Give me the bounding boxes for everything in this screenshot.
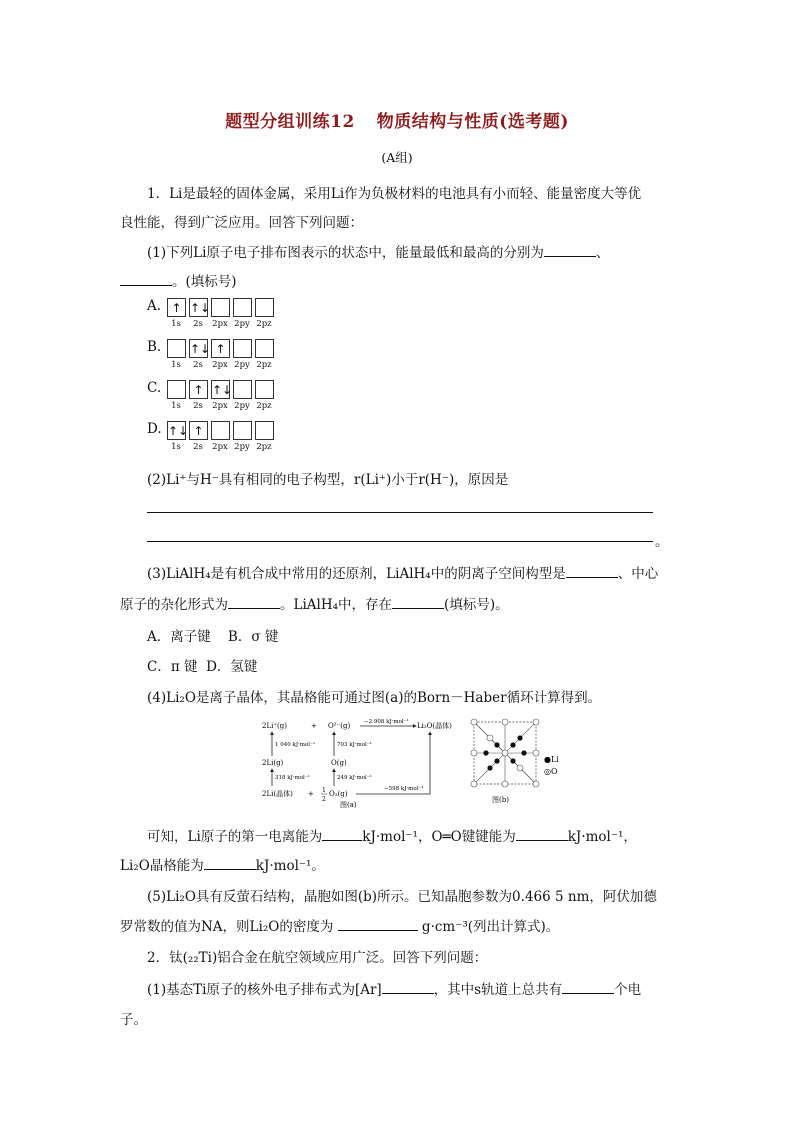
q1-part2: (2)Li⁺与H⁻具有相同的电子构型，r(Li⁺)小于r(H⁻)，原因是 xyxy=(147,472,509,488)
option-b: B．σ 键 xyxy=(227,629,279,645)
orbital-label: 2py xyxy=(234,442,250,452)
orbital-label: 2pz xyxy=(256,401,272,411)
q1-part3-text: (3)LiAlH₄是有机合成中常用的还原剂，LiAlH₄中的阴离子空间构型是 xyxy=(147,566,566,582)
orbital-box: ↑ xyxy=(167,298,186,317)
q1-part3-line1 xyxy=(147,562,658,582)
orbital-label: 2pz xyxy=(256,360,272,370)
orbital-label: 2s xyxy=(193,442,203,452)
orbital-label: 2pz xyxy=(256,319,272,329)
answer-text3: kJ·mol⁻¹， xyxy=(567,829,637,845)
answer-text8: (1)基态Ti原子的核外电子排布式为[Ar] xyxy=(147,982,382,998)
orbital-box: ↑ xyxy=(189,380,208,399)
orbital-label: 2px xyxy=(212,360,228,370)
q1-part5-line1: (5)Li₂O具有反萤石结构，晶胞如图(b)所示。已知晶胞参数为0.466 5 nm，阿伏加德 xyxy=(147,889,657,905)
orbital-label: 2py xyxy=(234,319,250,329)
answer-line xyxy=(147,541,653,542)
q1-part1-line1 xyxy=(147,241,609,261)
orbital-label: 2s xyxy=(193,401,203,411)
option-d: D．氢键 xyxy=(206,659,258,675)
answer-blank xyxy=(338,918,418,931)
answer-blank xyxy=(204,857,256,870)
fraction-denominator: 2 xyxy=(322,796,326,803)
legend-o: ◎O xyxy=(544,767,558,776)
orbital-label: 2s xyxy=(193,319,203,329)
answer-blank xyxy=(566,565,618,578)
orbital-box xyxy=(233,339,252,358)
answer-blank xyxy=(516,828,568,841)
label-sublimation: 318 kJ·mol⁻¹ xyxy=(275,775,310,781)
q1-part3-line2 xyxy=(120,593,509,613)
label-o2-g: O₂(g) xyxy=(329,790,348,798)
q1-part3-text2: 、中心 xyxy=(617,566,659,582)
answer-text9: ，其中s轨道上总共有 xyxy=(433,982,563,998)
figure-b-caption: 图(b) xyxy=(492,796,509,804)
plus-sign-2: + xyxy=(308,790,314,798)
orbital-box: ↑ xyxy=(211,339,230,358)
answer-blank xyxy=(228,596,280,609)
label-electron-affinity: 703 kJ·mol⁻¹ xyxy=(337,742,372,748)
label-2li-g: 2Li(g) xyxy=(262,759,284,767)
option-letter: C. xyxy=(147,380,162,396)
orbital-box: ↑↓ xyxy=(189,298,208,317)
orbital-label: 2pz xyxy=(256,442,272,452)
period: 。 xyxy=(655,534,669,550)
orbital-box xyxy=(255,298,274,317)
label-2li-crystal: 2Li(晶体) xyxy=(262,790,293,798)
orbital-box xyxy=(255,380,274,399)
label-o-g: O(g) xyxy=(331,759,347,767)
orbital-box xyxy=(233,380,252,399)
label-ionization: 1 040 kJ·mol⁻¹ xyxy=(275,742,316,748)
q1-part3-text4: 。LiAlH₄中，存在 xyxy=(280,597,393,613)
title-part1: 题型分组训练12 xyxy=(225,112,355,132)
option-letter: B. xyxy=(147,339,162,355)
orbital-box xyxy=(211,298,230,317)
answer-blank xyxy=(562,981,614,994)
q2-intro: 2．钛(₂₂Ti)铝合金在航空领域应用广泛。回答下列问题： xyxy=(147,950,488,966)
q2-part1-line1 xyxy=(147,978,641,998)
q1-part3-text5: (填标号)。 xyxy=(444,597,509,613)
label-o2-minus-g: O²⁻(g) xyxy=(328,722,351,730)
answer-blank xyxy=(544,244,596,257)
option-c: C．π 键 xyxy=(147,659,198,675)
answer-text6: 罗常数的值为NA，则Li₂O的密度为 xyxy=(120,919,334,935)
title-part2: 物质结构与性质(选考题) xyxy=(376,112,569,132)
label-lattice-energy: −2 908 kJ·mol⁻¹ xyxy=(364,719,409,725)
orbital-box: ↑ xyxy=(189,421,208,440)
orbital-box: ↑↓ xyxy=(211,380,230,399)
q1-part3-options2 xyxy=(147,655,257,675)
fraction-numerator: 1 xyxy=(322,787,326,794)
orbital-label: 2px xyxy=(212,401,228,411)
label-dissociation: 249 kJ·mol⁻¹ xyxy=(337,775,372,781)
page-title xyxy=(0,107,794,132)
answer-blank xyxy=(322,828,362,841)
q1-part4-answer-line1 xyxy=(147,825,637,845)
answer-blank xyxy=(120,273,172,286)
legend-li: ●Li xyxy=(544,755,559,764)
answer-blank xyxy=(382,981,434,994)
answer-text5: kJ·mol⁻¹。 xyxy=(255,858,325,874)
orbital-box: ↑↓ xyxy=(189,339,208,358)
orbital-label: 2px xyxy=(212,319,228,329)
group-label: (A组) xyxy=(381,150,413,165)
label-li2o-crystal: Li₂O(晶体) xyxy=(417,722,452,730)
answer-text10: 个电 xyxy=(614,982,642,998)
orbital-label: 1s xyxy=(171,319,181,329)
q1-part3-text3: 原子的杂化形式为 xyxy=(120,597,228,613)
orbital-box xyxy=(167,339,186,358)
answer-text2: kJ·mol⁻¹，O═O键键能为 xyxy=(362,829,516,845)
option-a: A．离子键 xyxy=(147,629,211,645)
crystal-cell-figure xyxy=(468,718,588,810)
orbital-label: 2s xyxy=(193,360,203,370)
plus-sign: + xyxy=(311,722,317,730)
orbital-label: 1s xyxy=(171,360,181,370)
q1-part3-options1 xyxy=(147,625,278,645)
orbital-box xyxy=(233,421,252,440)
orbital-box xyxy=(233,298,252,317)
orbital-label: 1s xyxy=(171,442,181,452)
orbital-box xyxy=(167,380,186,399)
orbital-label: 2py xyxy=(234,360,250,370)
q1-part1-tail: 。(填标号) xyxy=(172,274,237,290)
orbital-box xyxy=(211,421,230,440)
label-2li-plus-g: 2Li⁺(g) xyxy=(262,722,287,730)
answer-blank xyxy=(392,596,444,609)
answer-text7: g·cm⁻³(列出计算式)。 xyxy=(421,919,560,935)
orbital-label: 2py xyxy=(234,401,250,411)
orbital-box: ↑↓ xyxy=(167,421,186,440)
answer-text4: Li₂O晶格能为 xyxy=(120,858,204,874)
orbital-label: 2px xyxy=(212,442,228,452)
q2-part1-line2: 子。 xyxy=(120,1012,147,1028)
q1-part1-line2 xyxy=(120,270,237,290)
born-haber-figure xyxy=(258,716,452,809)
answer-line xyxy=(147,512,653,513)
separator: 、 xyxy=(595,245,610,261)
q1-part5-line2 xyxy=(120,915,559,935)
q1-part1-text: (1)下列Li原子电子排布图表示的状态中，能量最低和最高的分别为 xyxy=(147,245,544,261)
orbital-label: 1s xyxy=(171,401,181,411)
option-letter: A. xyxy=(147,298,162,314)
q1-intro-line2: 良性能，得到广泛应用。回答下列问题： xyxy=(120,215,363,231)
orbital-box xyxy=(255,421,274,440)
q1-part4: (4)Li₂O是离子晶体，其晶格能可通过图(a)的Born－Haber循环计算得到。 xyxy=(147,690,602,706)
q1-part4-answer-line2 xyxy=(120,854,325,874)
option-letter: D. xyxy=(147,421,162,437)
answer-text: 可知，Li原子的第一电离能为 xyxy=(147,829,323,845)
figure-a-caption: 图(a) xyxy=(340,801,357,809)
label-formation: −598 kJ·mol⁻¹ xyxy=(384,786,424,792)
orbital-box xyxy=(255,339,274,358)
q1-intro-line1: 1．Li是最轻的固体金属，采用Li作为负极材料的电池具有小而轻、能量密度大等优 xyxy=(147,186,642,202)
